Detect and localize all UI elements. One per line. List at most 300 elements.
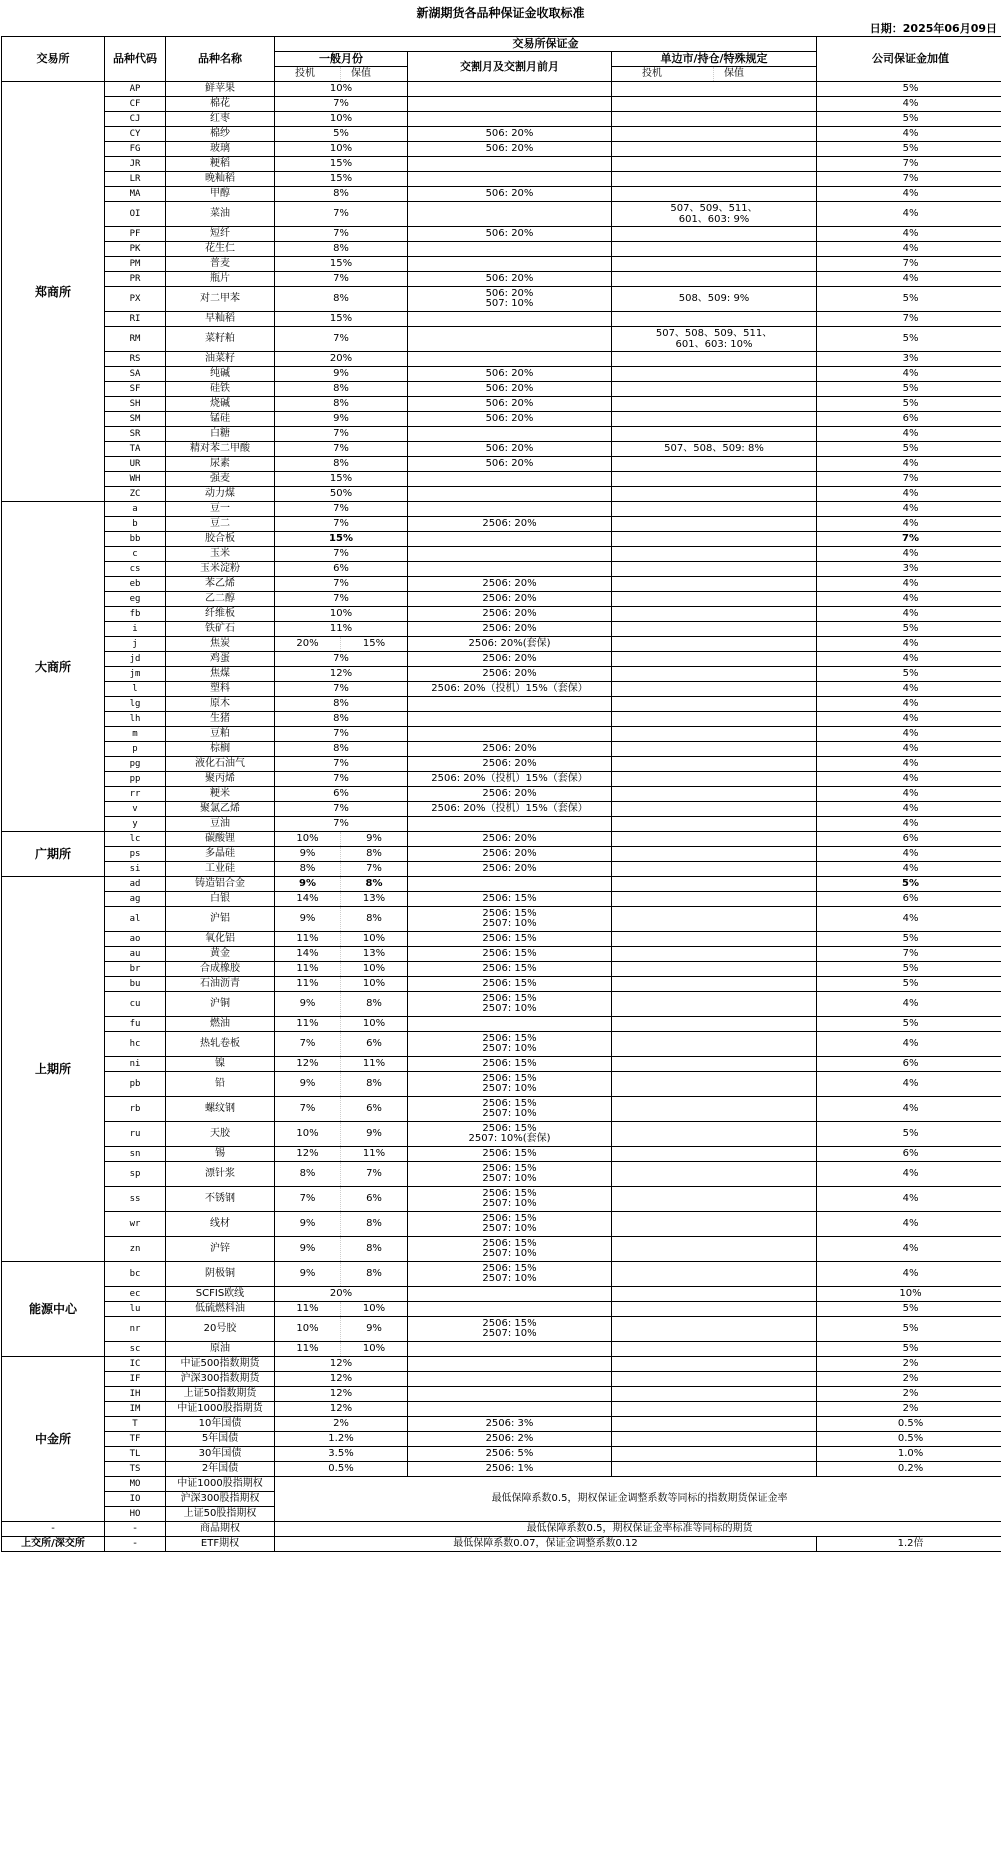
special-rule-cell	[612, 1372, 817, 1387]
name-cell: 苯乙烯	[166, 577, 275, 592]
exchange-cell: 郑商所	[2, 82, 105, 502]
table-row	[2, 97, 1001, 112]
code-cell: FG	[105, 142, 166, 157]
table-row	[2, 637, 1001, 652]
table-row	[2, 547, 1001, 562]
delivery-margin-cell: 506: 20%	[408, 187, 612, 202]
delivery-margin-cell	[408, 172, 612, 187]
general-margin-cell: 10%	[275, 112, 408, 127]
company-add-cell: 4%	[817, 517, 1001, 532]
name-cell: 对二甲苯	[166, 287, 275, 312]
company-add-cell: 4%	[817, 772, 1001, 787]
header-name: 品种名称	[166, 37, 275, 82]
general-margin-cell: 7%	[275, 757, 408, 772]
general-margin-cell: 20%	[275, 1287, 408, 1302]
special-rule-cell	[612, 412, 817, 427]
name-cell: 不锈钢	[166, 1187, 275, 1212]
general-margin-cell: 7%	[275, 772, 408, 787]
table-row	[2, 757, 1001, 772]
table-row	[2, 82, 1001, 97]
special-rule-cell	[612, 697, 817, 712]
delivery-margin-cell	[408, 817, 612, 832]
delivery-margin-cell: 2506: 15% 2507: 10%(套保)	[408, 1122, 612, 1147]
code-cell: lh	[105, 712, 166, 727]
code-cell: c	[105, 547, 166, 562]
special-rule-cell	[612, 577, 817, 592]
name-cell: 锡	[166, 1147, 275, 1162]
general-margin-cell: 10%	[275, 607, 408, 622]
name-cell: 红枣	[166, 112, 275, 127]
header-exchange: 交易所	[2, 37, 105, 82]
name-cell: 生猪	[166, 712, 275, 727]
delivery-margin-cell: 2506: 15% 2507: 10%	[408, 1237, 612, 1262]
company-add-cell: 6%	[817, 832, 1001, 847]
name-cell: 早籼稻	[166, 312, 275, 327]
name-cell: 工业硅	[166, 862, 275, 877]
code-cell: TF	[105, 1432, 166, 1447]
delivery-margin-cell	[408, 1287, 612, 1302]
general-margin-cell: 7%	[275, 517, 408, 532]
company-add-cell: 4%	[817, 847, 1001, 862]
delivery-margin-cell	[408, 697, 612, 712]
name-cell: SCFIS欧线	[166, 1287, 275, 1302]
delivery-margin-cell: 506: 20%	[408, 367, 612, 382]
header-delivery-month: 交割月及交割月前月	[408, 52, 612, 82]
name-cell: 10年国债	[166, 1417, 275, 1432]
code-cell: ni	[105, 1057, 166, 1072]
code-cell: lg	[105, 697, 166, 712]
delivery-margin-cell	[408, 112, 612, 127]
delivery-margin-cell	[408, 1402, 612, 1417]
special-rule-cell	[612, 517, 817, 532]
company-add-cell: 7%	[817, 257, 1001, 272]
company-add-cell: 4%	[817, 97, 1001, 112]
code-cell: si	[105, 862, 166, 877]
special-rule-cell	[612, 472, 817, 487]
general-margin-cell: 11%	[275, 622, 408, 637]
delivery-margin-cell: 2506: 20%	[408, 742, 612, 757]
name-cell: 中证1000股指期权	[166, 1477, 275, 1492]
general-margin-cell: 7%	[275, 802, 408, 817]
special-rule-cell	[612, 142, 817, 157]
delivery-margin-cell	[408, 427, 612, 442]
name-cell: 尿素	[166, 457, 275, 472]
company-add-cell: 4%	[817, 427, 1001, 442]
code-cell: T	[105, 1417, 166, 1432]
company-add-cell: 4%	[817, 1162, 1001, 1187]
delivery-margin-cell: 2506: 20%	[408, 787, 612, 802]
delivery-margin-cell	[408, 97, 612, 112]
table-row	[2, 502, 1001, 517]
code-cell: SF	[105, 382, 166, 397]
table-row	[2, 742, 1001, 757]
code-cell: PK	[105, 242, 166, 257]
delivery-margin-cell: 2506: 20%	[408, 757, 612, 772]
general-hedge-cell: 13%	[341, 947, 408, 962]
general-margin-cell: 8%	[275, 187, 408, 202]
code-cell: lu	[105, 1302, 166, 1317]
company-add-cell: 5%	[817, 667, 1001, 682]
delivery-margin-cell: 2506: 15%	[408, 1147, 612, 1162]
special-rule-cell	[612, 427, 817, 442]
general-margin-cell: 7%	[275, 202, 408, 227]
name-cell: 30年国债	[166, 1447, 275, 1462]
special-rule-cell	[612, 532, 817, 547]
name-cell: 鲜苹果	[166, 82, 275, 97]
general-margin-cell: 7%	[275, 577, 408, 592]
general-margin-cell: 7%	[275, 502, 408, 517]
company-add-cell: 4%	[817, 1097, 1001, 1122]
company-add-cell: 4%	[817, 637, 1001, 652]
general-hedge-cell: 15%	[341, 637, 408, 652]
general-spec-cell: 11%	[275, 962, 341, 977]
code-cell: hc	[105, 1032, 166, 1057]
etf-options-note: 最低保障系数0.07，保证金调整系数0.12	[275, 1537, 817, 1552]
company-add-cell: 4%	[817, 592, 1001, 607]
company-add-cell: 5%	[817, 397, 1001, 412]
name-cell: 玉米	[166, 547, 275, 562]
company-add-cell: 3%	[817, 562, 1001, 577]
company-add-cell: 4%	[817, 457, 1001, 472]
delivery-margin-cell: 2506: 15%	[408, 1057, 612, 1072]
table-row	[2, 1432, 1001, 1447]
name-cell: 氧化铝	[166, 932, 275, 947]
delivery-margin-cell: 2506: 20%	[408, 577, 612, 592]
code-cell: RS	[105, 352, 166, 367]
company-add-cell: 1.0%	[817, 1447, 1001, 1462]
delivery-margin-cell: 2506: 15% 2507: 10%	[408, 1072, 612, 1097]
table-row	[2, 1262, 1001, 1287]
table-row	[2, 712, 1001, 727]
delivery-margin-cell: 2506: 20%(套保)	[408, 637, 612, 652]
special-rule-cell	[612, 562, 817, 577]
code-cell: al	[105, 907, 166, 932]
general-hedge-cell: 9%	[341, 1317, 408, 1342]
general-hedge-cell: 6%	[341, 1097, 408, 1122]
delivery-margin-cell: 2506: 5%	[408, 1447, 612, 1462]
delivery-margin-cell: 2506: 20%	[408, 667, 612, 682]
special-rule-cell	[612, 832, 817, 847]
general-spec-cell: 9%	[275, 992, 341, 1017]
code-cell: CF	[105, 97, 166, 112]
name-cell: 鸡蛋	[166, 652, 275, 667]
name-cell: 甲醇	[166, 187, 275, 202]
general-spec-cell: 9%	[275, 1212, 341, 1237]
name-cell: 豆一	[166, 502, 275, 517]
name-cell: 焦炭	[166, 637, 275, 652]
special-rule-cell	[612, 1262, 817, 1287]
general-spec-cell: 14%	[275, 892, 341, 907]
delivery-margin-cell	[408, 472, 612, 487]
code-cell: y	[105, 817, 166, 832]
general-margin-cell: 8%	[275, 397, 408, 412]
code-cell: au	[105, 947, 166, 962]
commodity-options-note: 最低保障系数0.5，期权保证金率标准等同标的期货	[275, 1522, 1001, 1537]
special-rule-cell	[612, 457, 817, 472]
general-hedge-cell: 10%	[341, 932, 408, 947]
company-add-cell: 4%	[817, 992, 1001, 1017]
page-title: 新湖期货各品种保证金收取标准	[416, 6, 585, 20]
company-add-cell: 5%	[817, 142, 1001, 157]
table-row	[2, 622, 1001, 637]
delivery-margin-cell: 506: 20%	[408, 397, 612, 412]
delivery-margin-cell	[408, 312, 612, 327]
table-row	[2, 1147, 1001, 1162]
table-row	[2, 127, 1001, 142]
general-margin-cell: 7%	[275, 327, 408, 352]
special-rule-cell	[612, 1447, 817, 1462]
name-cell: 菜油	[166, 202, 275, 227]
code-cell: PM	[105, 257, 166, 272]
name-cell: 油菜籽	[166, 352, 275, 367]
company-add-cell: 7%	[817, 172, 1001, 187]
general-spec-cell: 9%	[275, 877, 341, 892]
delivery-margin-cell: 2506: 15% 2507: 10%	[408, 907, 612, 932]
company-add-cell: 4%	[817, 727, 1001, 742]
company-add-cell: 5%	[817, 287, 1001, 312]
general-margin-cell: 15%	[275, 257, 408, 272]
delivery-margin-cell: 506: 20%	[408, 412, 612, 427]
company-add-cell: 4%	[817, 202, 1001, 227]
code-cell: AP	[105, 82, 166, 97]
special-rule-cell	[612, 947, 817, 962]
company-add-cell: 4%	[817, 227, 1001, 242]
table-row	[2, 1387, 1001, 1402]
code-cell: IH	[105, 1387, 166, 1402]
company-add-cell: 4%	[817, 1237, 1001, 1262]
name-cell: 短纤	[166, 227, 275, 242]
table-row	[2, 112, 1001, 127]
general-hedge-cell: 7%	[341, 862, 408, 877]
code-cell: PR	[105, 272, 166, 287]
company-add-cell: 4%	[817, 1262, 1001, 1287]
general-hedge-cell: 13%	[341, 892, 408, 907]
general-spec-cell: 11%	[275, 1017, 341, 1032]
table-row	[2, 187, 1001, 202]
company-add-cell: 6%	[817, 1147, 1001, 1162]
delivery-margin-cell	[408, 1357, 612, 1372]
general-margin-cell: 7%	[275, 592, 408, 607]
code-cell: b	[105, 517, 166, 532]
delivery-margin-cell	[408, 242, 612, 257]
general-hedge-cell: 11%	[341, 1147, 408, 1162]
general-margin-cell: 12%	[275, 1357, 408, 1372]
company-add-cell: 4%	[817, 502, 1001, 517]
special-rule-cell	[612, 487, 817, 502]
code-cell: ec	[105, 1287, 166, 1302]
special-rule-cell	[612, 992, 817, 1017]
general-margin-cell: 7%	[275, 427, 408, 442]
code-cell: SH	[105, 397, 166, 412]
name-cell: 动力煤	[166, 487, 275, 502]
table-row	[2, 1057, 1001, 1072]
name-cell: 天胶	[166, 1122, 275, 1147]
general-margin-cell: 10%	[275, 82, 408, 97]
company-add-cell: 4%	[817, 787, 1001, 802]
general-spec-cell: 10%	[275, 1317, 341, 1342]
delivery-margin-cell: 506: 20%	[408, 127, 612, 142]
general-margin-cell: 7%	[275, 97, 408, 112]
delivery-margin-cell	[408, 562, 612, 577]
name-cell: 低硫燃料油	[166, 1302, 275, 1317]
special-rule-cell	[612, 1057, 817, 1072]
special-rule-cell	[612, 787, 817, 802]
company-add-cell: 5%	[817, 112, 1001, 127]
name-cell: 粳米	[166, 787, 275, 802]
name-cell: 棕榈	[166, 742, 275, 757]
code-cell: CY	[105, 127, 166, 142]
name-cell: 2年国债	[166, 1462, 275, 1477]
exchange-cell: 中金所	[2, 1357, 105, 1522]
delivery-margin-cell: 2506: 15%	[408, 947, 612, 962]
special-rule-cell	[612, 1387, 817, 1402]
company-add-cell: 6%	[817, 412, 1001, 427]
delivery-margin-cell: 2506: 15%	[408, 977, 612, 992]
special-rule-cell	[612, 1432, 817, 1447]
exchange-cell: 大商所	[2, 502, 105, 832]
table-row	[2, 487, 1001, 502]
company-add-cell: 5%	[817, 382, 1001, 397]
delivery-margin-cell: 2506: 3%	[408, 1417, 612, 1432]
company-add-cell: 10%	[817, 1287, 1001, 1302]
general-hedge-cell: 8%	[341, 1212, 408, 1237]
general-hedge-cell: 6%	[341, 1187, 408, 1212]
table-row	[2, 1097, 1001, 1122]
margin-table	[1, 36, 1001, 1552]
special-rule-cell	[612, 877, 817, 892]
table-header	[2, 37, 1001, 82]
company-add-cell: 7%	[817, 947, 1001, 962]
table-row	[2, 1342, 1001, 1357]
delivery-margin-cell	[408, 327, 612, 352]
general-spec-cell: 7%	[275, 1097, 341, 1122]
name-cell: 热轧卷板	[166, 1032, 275, 1057]
table-row	[2, 892, 1001, 907]
company-add-cell: 5%	[817, 327, 1001, 352]
table-row	[2, 1402, 1001, 1417]
table-row	[2, 682, 1001, 697]
code-cell: lc	[105, 832, 166, 847]
delivery-margin-cell: 2506: 1%	[408, 1462, 612, 1477]
general-margin-cell: 8%	[275, 242, 408, 257]
delivery-margin-cell	[408, 257, 612, 272]
general-hedge-cell: 8%	[341, 1072, 408, 1097]
company-add-cell: 4%	[817, 862, 1001, 877]
code-cell: wr	[105, 1212, 166, 1237]
general-margin-cell: 12%	[275, 667, 408, 682]
code-cell: ps	[105, 847, 166, 862]
company-add-cell: 4%	[817, 187, 1001, 202]
table-row	[2, 802, 1001, 817]
general-margin-cell: 8%	[275, 742, 408, 757]
special-rule-cell	[612, 97, 817, 112]
table-row	[2, 932, 1001, 947]
company-add-cell: 4%	[817, 682, 1001, 697]
delivery-margin-cell	[408, 1342, 612, 1357]
company-add-cell: 4%	[817, 127, 1001, 142]
code-cell: j	[105, 637, 166, 652]
company-add-cell: 4%	[817, 242, 1001, 257]
company-add-cell: 5%	[817, 622, 1001, 637]
general-margin-cell: 7%	[275, 652, 408, 667]
table-row	[2, 1302, 1001, 1317]
table-row	[2, 242, 1001, 257]
general-hedge-cell: 10%	[341, 1302, 408, 1317]
general-spec-cell: 14%	[275, 947, 341, 962]
name-cell: 沪铝	[166, 907, 275, 932]
table-row	[2, 532, 1001, 547]
name-cell: 中证1000股指期货	[166, 1402, 275, 1417]
delivery-margin-cell: 2506: 15% 2507: 10%	[408, 1262, 612, 1287]
special-rule-cell	[612, 637, 817, 652]
name-cell: 棉纱	[166, 127, 275, 142]
special-rule-cell	[612, 682, 817, 697]
general-spec-cell: 11%	[275, 932, 341, 947]
table-row	[2, 1032, 1001, 1057]
table-row	[2, 172, 1001, 187]
delivery-margin-cell: 2506: 2%	[408, 1432, 612, 1447]
table-row	[2, 817, 1001, 832]
code-cell: zn	[105, 1237, 166, 1262]
company-add-cell: 0.2%	[817, 1462, 1001, 1477]
code-cell: ss	[105, 1187, 166, 1212]
name-cell: 阴极铜	[166, 1262, 275, 1287]
special-rule-cell	[612, 1072, 817, 1097]
name-cell: 精对苯二甲酸	[166, 442, 275, 457]
delivery-margin-cell	[408, 547, 612, 562]
company-add-cell: 4%	[817, 1187, 1001, 1212]
name-cell: 花生仁	[166, 242, 275, 257]
company-add-cell: 4%	[817, 697, 1001, 712]
special-rule-cell	[612, 742, 817, 757]
delivery-margin-cell	[408, 1302, 612, 1317]
table-row	[2, 352, 1001, 367]
name-cell: 玻璃	[166, 142, 275, 157]
name-cell: 燃油	[166, 1017, 275, 1032]
special-rule-cell	[612, 622, 817, 637]
special-rule-cell	[612, 1187, 817, 1212]
table-row	[2, 517, 1001, 532]
name-cell: 合成橡胶	[166, 962, 275, 977]
code-cell: -	[105, 1537, 166, 1552]
general-margin-cell: 7%	[275, 227, 408, 242]
table-row	[2, 1187, 1001, 1212]
table-row	[2, 577, 1001, 592]
company-add-cell: 5%	[817, 877, 1001, 892]
special-rule-cell	[612, 962, 817, 977]
name-cell: 硅铁	[166, 382, 275, 397]
delivery-margin-cell: 2506: 15%	[408, 892, 612, 907]
code-cell: MA	[105, 187, 166, 202]
code-cell: eb	[105, 577, 166, 592]
delivery-margin-cell: 506: 20%	[408, 227, 612, 242]
special-rule-cell	[612, 772, 817, 787]
general-margin-cell: 0.5%	[275, 1462, 408, 1477]
company-add-cell: 4%	[817, 907, 1001, 932]
code-cell: IF	[105, 1372, 166, 1387]
table-row	[2, 652, 1001, 667]
header-special-hedge: 保值	[714, 67, 817, 82]
delivery-margin-cell: 2506: 20%（投机）15%（套保）	[408, 772, 612, 787]
general-spec-cell: 7%	[275, 1032, 341, 1057]
special-rule-cell	[612, 802, 817, 817]
general-margin-cell: 1.2%	[275, 1432, 408, 1447]
delivery-margin-cell	[408, 487, 612, 502]
name-cell: 乙二醇	[166, 592, 275, 607]
special-rule-cell	[612, 367, 817, 382]
company-add-cell: 5%	[817, 1017, 1001, 1032]
general-margin-cell: 6%	[275, 562, 408, 577]
